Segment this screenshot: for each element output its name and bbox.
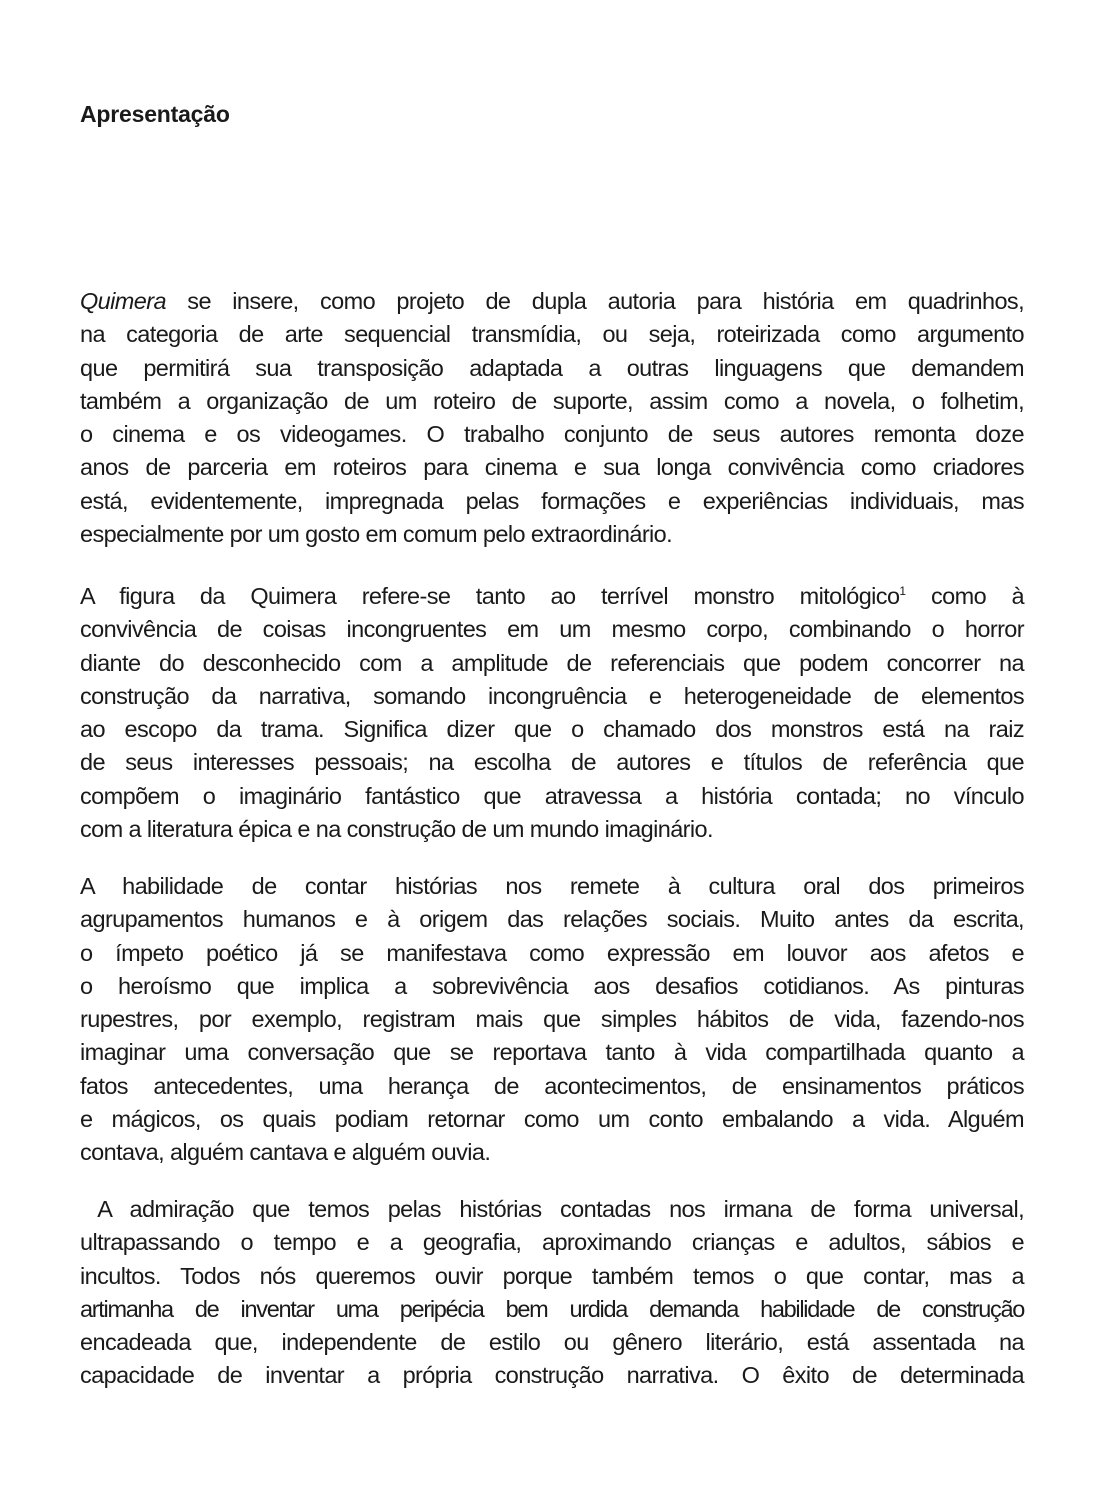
text-line: A habilidade de contar histórias nos remete à cultura oral dos primeiros [80, 873, 1024, 899]
paragraph-1 [80, 285, 1024, 551]
text-line: de seus interesses pessoais; na escolha de autores e títulos de referência que [80, 749, 1024, 776]
text-line: compõem o imaginário fantástico que atravessa a história contada; no vínculo [80, 782, 1024, 809]
text-line: está, evidentemente, impregnada pelas formações e experiências individuais, mas [80, 487, 1024, 514]
text-line: e mágicos, os quais podiam retornar como um conto embalando a vida. Alguém [80, 1106, 1024, 1133]
text-line: imaginar uma conversação que se reportava tanto à vida compartilhada quanto a [80, 1039, 1024, 1066]
section-heading: Apresentação [80, 101, 230, 128]
text-line: na categoria de arte sequencial transmídia, ou seja, roteirizada como argumento [80, 321, 1024, 348]
italic-title: Quimera [80, 288, 166, 314]
text-line: o ímpeto poético já se manifestava como expressão em louvor aos afetos e [80, 939, 1024, 966]
paragraph-4 [80, 1193, 1024, 1393]
footnote-marker[interactable]: 1 [899, 584, 906, 599]
text-line: diante do desconhecido com a amplitude de referenciais que podem concorrer na [80, 649, 1024, 676]
text-line: Quimera se insere, como projeto de dupla autoria para história em quadrinhos, [80, 288, 1024, 314]
text-line: agrupamentos humanos e à origem das relações sociais. Muito antes da escrita, [80, 906, 1024, 933]
paragraph-3 [80, 870, 1024, 1170]
text-line: ultrapassando o tempo e a geografia, aproximando crianças e adultos, sábios e [80, 1229, 1024, 1256]
text-line: A figura da Quimera refere-se tanto ao terrível monstro mitológico$^1$ como à [80, 583, 1024, 609]
text-line: encadeada que, independente de estilo ou gênero literário, está assentada na [80, 1329, 1024, 1356]
text-line: incultos. Todos nós queremos ouvir porque também temos o que contar, mas a [80, 1262, 1024, 1289]
text-line: especialmente por um gosto em comum pelo extraordinário. [80, 521, 673, 548]
paragraph-2 [80, 580, 1024, 846]
text-line: convivência de coisas incongruentes em um mesmo corpo, combinando o horror [80, 616, 1024, 643]
text-line: construção da narrativa, somando incongruência e heterogeneidade de elementos [80, 682, 1024, 709]
text-line: ao escopo da trama. Significa dizer que o chamado dos monstros está na raiz [80, 716, 1024, 743]
text-line: artimanha de inventar uma peripécia bem urdida demanda habilidade de construção [80, 1295, 1024, 1322]
text-line: A admiração que temos pelas histórias contadas nos irmana de forma universal, [80, 1196, 1024, 1222]
text-line: anos de parceria em roteiros para cinema e sua longa convivência como criadores [80, 454, 1024, 481]
text-line: capacidade de inventar a própria construção narrativa. O êxito de determinada [80, 1362, 1024, 1389]
text-line: o heroísmo que implica a sobrevivência aos desafios cotidianos. As pinturas [80, 972, 1024, 999]
text-line: que permitirá sua transposição adaptada a outras linguagens que demandem [80, 354, 1024, 381]
text-line: fatos antecedentes, uma herança de acontecimentos, de ensinamentos práticos [80, 1072, 1024, 1099]
text-line: o cinema e os videogames. O trabalho conjunto de seus autores remonta doze [80, 421, 1024, 448]
text-line: com a literatura épica e na construção de um mundo imaginário. [80, 816, 713, 843]
text-line: contava, alguém cantava e alguém ouvia. [80, 1139, 491, 1166]
text-line: também a organização de um roteiro de suporte, assim como a novela, o folhetim, [80, 387, 1024, 414]
text-line: rupestres, por exemplo, registram mais que simples hábitos de vida, fazendo-nos [80, 1006, 1024, 1033]
